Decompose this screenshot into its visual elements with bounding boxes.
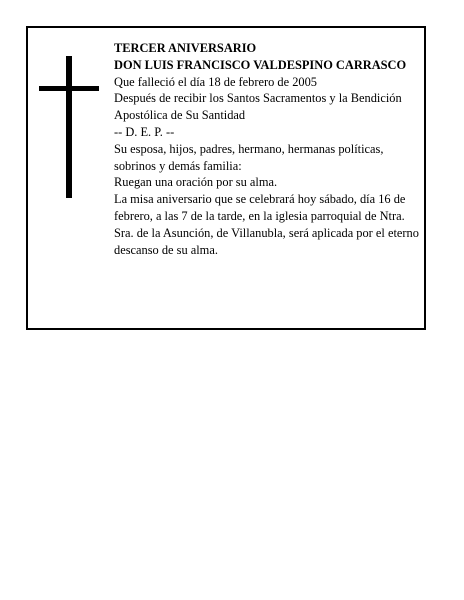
- prayer-text: Ruegan una oración por su alma.: [114, 175, 278, 190]
- cross-vertical-bar: [66, 56, 72, 198]
- rip-text: -- D. E. P. --: [114, 124, 175, 139]
- mass-text: La misa aniversario que se celebrará hoy sábado, día 16 de febrero, a las 7 de la tarde, en la iglesia parroquial de Ntra. Sra. de la Asunción, de Villanubla, será aplicada por el eterno descanso de su alma.: [114, 192, 419, 257]
- obituary-notice: [26, 26, 426, 330]
- obituary-text: [114, 40, 424, 258]
- deceased-name: DON LUIS FRANCISCO VALDESPINO CARRASCO: [114, 57, 407, 72]
- sacraments-text: Después de recibir los Santos Sacramentos y la Bendición Apostólica de Su Santidad: [114, 91, 402, 123]
- family-text: Su esposa, hijos, padres, hermano, hermanas políticas, sobrinos y demás familia:: [114, 141, 384, 173]
- death-date: Que falleció el día 18 de febrero de 2005: [114, 74, 317, 89]
- cross-horizontal-bar: [39, 86, 99, 91]
- anniversary-heading: TERCER ANIVERSARIO: [114, 41, 257, 55]
